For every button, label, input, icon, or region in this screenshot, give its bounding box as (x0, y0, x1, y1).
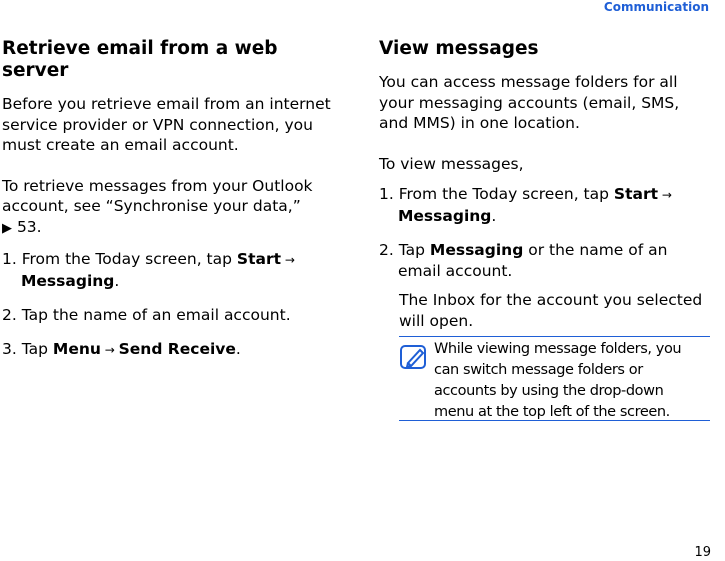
left-section-title: Retrieve email from a web server (2, 38, 278, 81)
list-item (2, 249, 342, 292)
right-steps-list (379, 184, 711, 282)
step-text: From the Today screen, tap (21, 250, 237, 268)
step-keyword-send-receive: Send Receive (118, 340, 236, 358)
list-item (2, 305, 342, 326)
arrow-icon: → (281, 253, 295, 267)
section-header-label: Communication (603, 0, 709, 14)
list-item (2, 339, 342, 361)
step-number: 1. (379, 185, 394, 203)
step-result-text: The Inbox for the account you selected will open. (399, 291, 703, 330)
arrow-icon: → (658, 188, 672, 202)
note-box (399, 336, 710, 421)
step-number: 2. (379, 241, 394, 259)
right-intro-paragraph: You can access message folders for all your messaging accounts (email, SMS, and MMS) in one location. (379, 73, 680, 132)
outlook-reference-paragraph (2, 176, 342, 240)
step-text: or the name of an email account. (398, 241, 668, 280)
step-keyword-menu: Menu (52, 340, 101, 358)
left-intro-paragraph: Before you retrieve email from an internet service provider or VPN connection, you must create an email account. (2, 95, 331, 154)
step-text: Tap the name of an email account. (21, 306, 291, 324)
arrow-icon: → (100, 343, 119, 357)
page-ref-number: 53. (16, 217, 42, 236)
list-item (379, 240, 711, 282)
step-keyword-messaging: Messaging (21, 272, 115, 290)
step-keyword-messaging: Messaging (398, 207, 492, 225)
step-text: Tap (21, 340, 53, 358)
step-punct: . (114, 272, 120, 290)
step-keyword-start: Start (236, 250, 281, 268)
step-keyword-start: Start (613, 185, 658, 203)
step-number: 3. (2, 340, 17, 358)
right-section-title: View messages (379, 38, 539, 59)
step-text: Tap (398, 241, 430, 259)
step-number: 1. (2, 250, 17, 268)
step-keyword-messaging: Messaging (429, 241, 524, 259)
page-ref-arrow-icon: ▶ (2, 220, 12, 236)
note-text: While viewing message folders, you can switch message folders or accounts by using the drop-down menu at the top left of the screen. (434, 341, 682, 420)
step-text: From the Today screen, tap (398, 185, 614, 203)
page-number: 19 (694, 545, 711, 560)
list-item (379, 184, 711, 227)
left-column (2, 38, 342, 361)
outlook-reference-text: To retrieve messages from your Outlook account, see “Synchronise your data,” (2, 176, 313, 215)
step-number: 2. (2, 306, 17, 324)
right-column (379, 38, 711, 420)
right-lead-paragraph: To view messages, (379, 154, 524, 173)
step-punct: . (491, 207, 497, 225)
step-punct: . (235, 340, 241, 358)
pencil-note-icon (400, 343, 428, 371)
left-steps-list (2, 249, 342, 361)
